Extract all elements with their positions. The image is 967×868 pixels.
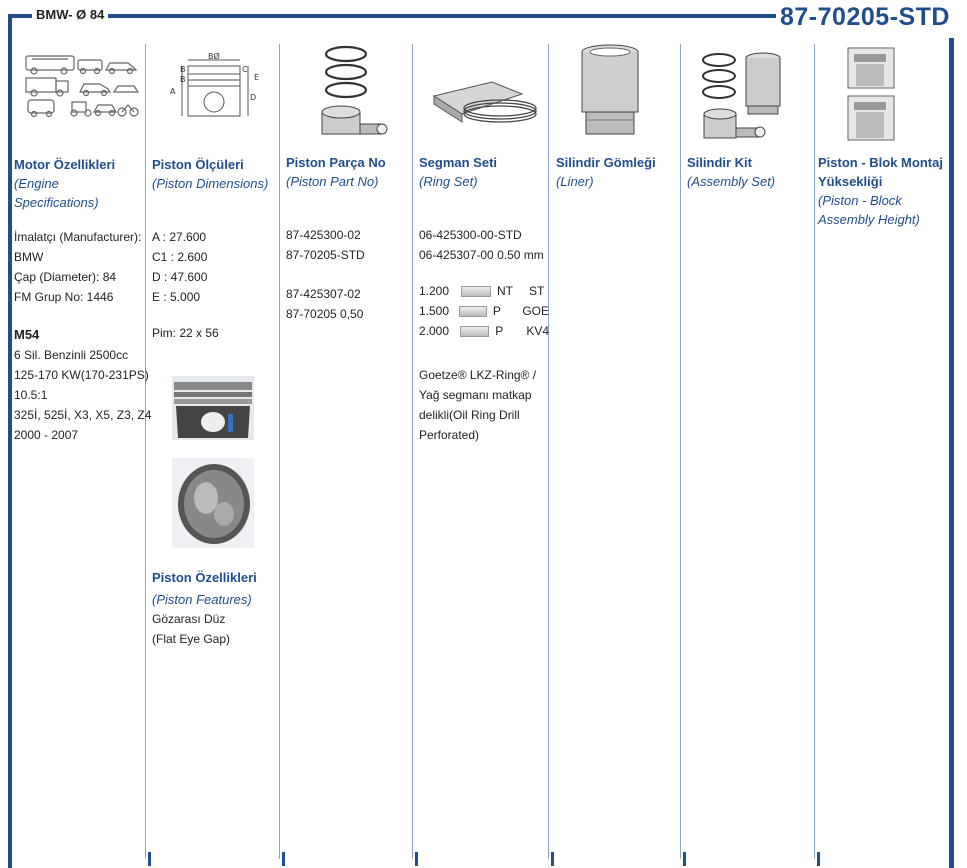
pin-size: Pim: 22 x 56: [152, 326, 219, 340]
block-subtitle: Assembly Height): [818, 212, 920, 227]
column-tick: [282, 852, 285, 866]
kit-subtitle: (Assembly Set): [687, 174, 776, 189]
part-group-2: [286, 284, 363, 324]
piston-rings-pin-image: [312, 44, 388, 140]
column-separator: [680, 44, 681, 859]
ring-profile-icon: [461, 286, 491, 297]
block-subtitle: (Piston - Block: [818, 193, 902, 208]
ring-code: GOE: [522, 304, 549, 318]
piston-dimension-diagram: [166, 52, 266, 124]
ring-row: [419, 281, 549, 301]
block-section: [818, 153, 943, 229]
engine-line: İmalatçı (Manufacturer):: [14, 230, 142, 244]
column-separator: [279, 44, 280, 859]
block-title: Yüksekliği: [818, 174, 883, 189]
ring-set-image: [432, 78, 540, 124]
engine-model-code: M54: [14, 327, 40, 342]
piston-top-image: [172, 458, 254, 548]
piston-side-image: [170, 374, 256, 442]
ringset-code: 06-425300-00-STD: [419, 228, 522, 242]
dimension-line: A : 27.600: [152, 230, 207, 244]
liner-title: Silindir Gömleği: [556, 155, 656, 170]
dimensions-subtitle: (Piston Dimensions): [152, 176, 269, 191]
column-separator: [145, 44, 146, 859]
feature-line: Gözarası Düz: [152, 612, 226, 626]
part-number: 87-425300-02: [286, 228, 361, 242]
features-section: [152, 568, 257, 649]
ring-size: 2.000: [419, 324, 450, 338]
column-tick: [817, 852, 820, 866]
vehicles-icon: [24, 50, 142, 120]
column-tick: [415, 852, 418, 866]
diagram-label-b2: B: [180, 75, 186, 84]
engine-section: [14, 155, 144, 212]
engine-detail: 6 Sil. Benzinli 2500cc: [14, 348, 129, 362]
engine-subtitle: (Engine Specifications): [14, 176, 99, 210]
column-tick: [148, 852, 151, 866]
engine-detail: 125-170 KW(170-231PS): [14, 368, 149, 382]
ringset-section: [419, 153, 497, 191]
product-code: 87-70205-STD: [780, 3, 950, 31]
diagram-label-b: B: [180, 65, 186, 74]
liner-subtitle: (Liner): [556, 174, 594, 189]
ring-profile-icon: [460, 326, 489, 337]
ring-row: [419, 301, 549, 321]
diagram-label-e: E: [254, 73, 260, 82]
ring-size: 1.500: [419, 304, 450, 318]
kit-title: Silindir Kit: [687, 155, 752, 170]
ring-row: [419, 321, 549, 341]
ring-code: KV4: [526, 324, 549, 338]
kit-section: [687, 153, 775, 191]
ring-type: P: [495, 324, 504, 338]
dimensions-title: Piston Ölçüleri: [152, 157, 244, 172]
column-separator: [412, 44, 413, 859]
left-rule: [8, 14, 12, 868]
note-line: Yağ segmanı matkap: [419, 388, 532, 402]
dimension-line: E : 5.000: [152, 290, 201, 304]
note-line: Perforated): [419, 428, 480, 442]
ringset-note: [419, 365, 536, 445]
engine-line: BMW: [14, 250, 44, 264]
diagram-label-a: A: [170, 87, 176, 96]
ring-spec-table: [419, 281, 549, 341]
part-number: 87-70205 0,50: [286, 307, 364, 321]
dimension-line: D : 47.600: [152, 270, 208, 284]
features-title: Piston Özellikleri: [152, 570, 257, 585]
engine-detail: 2000 - 2007: [14, 428, 79, 442]
dimensions-values: [152, 227, 207, 307]
part-number: 87-70205-STD: [286, 248, 365, 262]
engine-line: Çap (Diameter): 84: [14, 270, 117, 284]
column-tick: [551, 852, 554, 866]
feature-line: (Flat Eye Gap): [152, 632, 231, 646]
dimension-line: C1 : 2.600: [152, 250, 208, 264]
note-line: Goetze® LKZ-Ring® /: [419, 368, 537, 382]
ring-code: ST: [529, 284, 545, 298]
right-rule: [949, 38, 954, 868]
column-separator: [814, 44, 815, 859]
diagram-label-bo: BØ: [208, 52, 220, 61]
engine-title: Motor Özellikleri: [14, 157, 116, 172]
ringset-codes: [419, 225, 544, 265]
part-subtitle: (Piston Part No): [286, 174, 379, 189]
cylinder-liner-image: [578, 44, 642, 140]
ringset-code: 06-425307-00 0.50 mm: [419, 248, 544, 262]
diagram-label-c: C: [242, 65, 248, 74]
column-tick: [683, 852, 686, 866]
liner-section: [556, 153, 656, 191]
features-subtitle: (Piston Features): [152, 592, 252, 607]
ringset-title: Segman Seti: [419, 155, 498, 170]
engine-line: FM Grup No: 1446: [14, 290, 114, 304]
part-number: 87-425307-02: [286, 287, 361, 301]
part-section: [286, 153, 386, 191]
ring-profile-icon: [459, 306, 487, 317]
part-group-1: [286, 225, 365, 265]
engine-detail: 10.5:1: [14, 388, 48, 402]
engine-model: [14, 325, 151, 445]
dimensions-section: [152, 155, 268, 193]
brand-title: BMW- Ø 84: [32, 7, 108, 22]
block-height-diagram: [846, 44, 896, 144]
column-separator: [548, 44, 549, 859]
note-line: delikli(Oil Ring Drill: [419, 408, 520, 422]
diagram-label-d: D: [250, 93, 257, 102]
top-rule: [9, 14, 776, 18]
block-title: Piston - Blok Montaj: [818, 155, 943, 170]
ring-type: P: [492, 304, 501, 318]
part-title: Piston Parça No: [286, 155, 386, 170]
engine-detail: 325İ, 525İ, X3, X5, Z3, Z4: [14, 408, 152, 422]
ring-size: 1.200: [419, 284, 450, 298]
assembly-kit-image: [700, 50, 784, 144]
ringset-subtitle: (Ring Set): [419, 174, 478, 189]
engine-specs: [14, 227, 141, 307]
ring-type: NT: [497, 284, 513, 298]
